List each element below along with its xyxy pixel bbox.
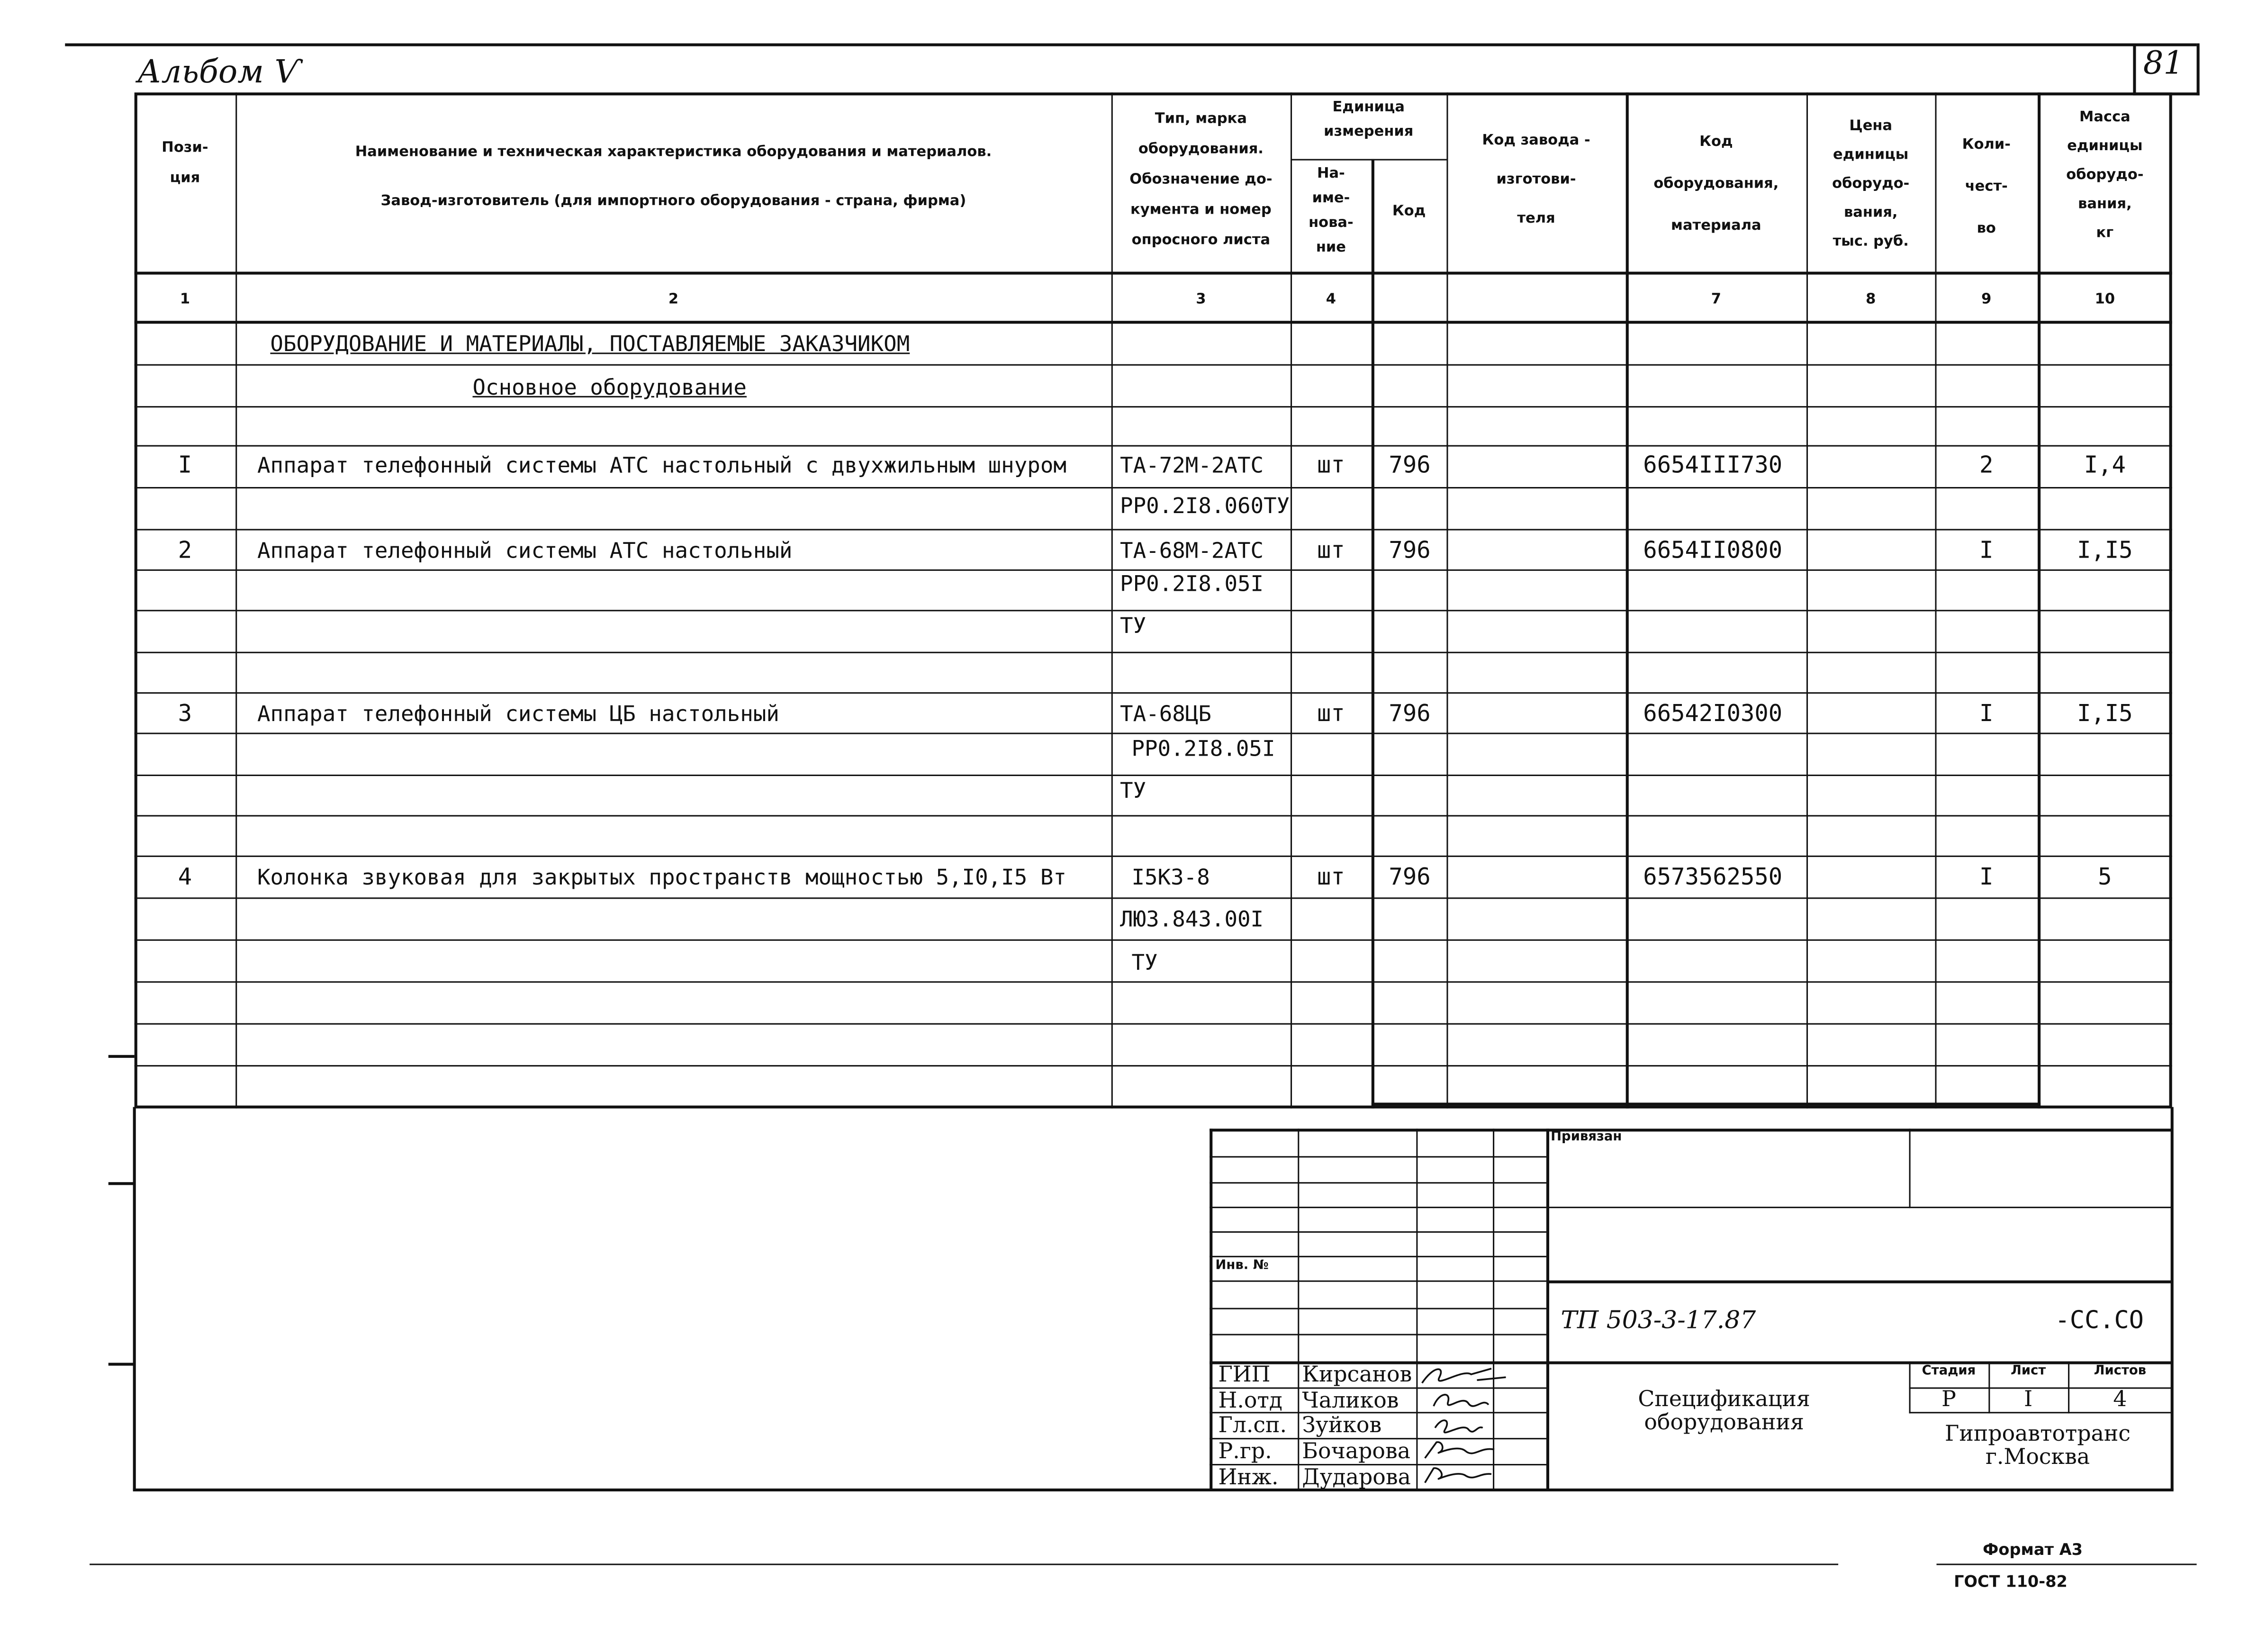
header-name-line1: Наименование и техническая характеристика оборудования и материалов. [355, 144, 992, 161]
row1-pos: I [178, 451, 192, 478]
role-inzh: Инж. [1218, 1464, 1279, 1490]
stage-value: Р [1941, 1386, 1956, 1412]
row3-unit-code: 796 [1389, 699, 1431, 727]
role-gip: ГИП [1218, 1361, 1271, 1388]
row2-type-1: ТА-68М-2АТС [1120, 537, 1264, 564]
name-rgr: Бочарова [1302, 1438, 1410, 1464]
col-num-2: 2 [668, 292, 679, 308]
role-notd: Н.отд [1218, 1387, 1282, 1414]
col-num-1: 1 [180, 292, 190, 308]
organization: Гипроавтотранс г.Москва [1945, 1420, 2131, 1470]
row1-name: Аппарат телефонный системы АТС настольный с двухжильным шнуром [257, 452, 1066, 478]
header-name-line2: Завод-изготовитель (для импортного оборудования - страна, фирма) [380, 193, 966, 210]
header-position: Пози- ция [162, 140, 208, 187]
row1-code: 6654III730 [1643, 451, 1783, 478]
sheets-label: Листов [2094, 1364, 2147, 1379]
doc-title: Спецификация оборудования [1638, 1386, 1810, 1435]
header-unit-group: Единица измерения [1324, 99, 1414, 140]
header-mass: Масса единицы оборудо- вания, кг [2066, 109, 2144, 242]
row3-name: Аппарат телефонный системы ЦБ настольный [257, 701, 779, 727]
row1-unit-code: 796 [1389, 451, 1431, 478]
sheet-number: 81 [2143, 46, 2184, 82]
row2-type-2: РР0.2I8.05I [1120, 570, 1264, 597]
row2-mass: I,I5 [2077, 536, 2133, 564]
col-num-10: 10 [2094, 292, 2115, 308]
row3-type-2: РР0.2I8.05I [1131, 735, 1275, 762]
col-num-3: 3 [1196, 292, 1206, 308]
header-plant-code: Код завода - изготови- теля [1482, 133, 1590, 227]
col-num-8: 8 [1866, 292, 1876, 308]
signature-notd [1431, 1389, 1491, 1410]
signature-inzh [1422, 1464, 1495, 1486]
inv-no-label: Инв. № [1215, 1258, 1269, 1273]
row4-unit: шт [1317, 863, 1345, 891]
signature-glsp [1431, 1413, 1486, 1435]
header-type: Тип, марка оборудования. Обозначение до- кумента и номер опросного листа [1129, 111, 1273, 249]
role-rgr: Р.гр. [1218, 1438, 1272, 1464]
header-qty: Коли- чест- во [1962, 137, 2011, 237]
format-label: Формат А3 [1983, 1540, 2083, 1560]
row3-pos: 3 [178, 699, 192, 727]
bottom-rule [90, 1564, 1838, 1565]
header-unit-code: Код [1392, 204, 1426, 220]
row3-type-3: ТУ [1120, 777, 1147, 804]
signature-rgr [1422, 1438, 1498, 1461]
privyazan-label: Привязан [1551, 1130, 1622, 1145]
gost-label: ГОСТ 110-82 [1954, 1572, 2067, 1591]
row4-type-1: I5КЗ-8 [1131, 864, 1210, 891]
row4-code: 6573562550 [1643, 863, 1783, 891]
name-gip: Кирсанов [1302, 1361, 1412, 1388]
row2-type-3: ТУ [1120, 613, 1147, 639]
signature-gip [1419, 1363, 1511, 1386]
subsection-title: Основное оборудование [472, 374, 747, 400]
col-num-9: 9 [1981, 292, 1992, 308]
row2-unit-code: 796 [1389, 536, 1431, 564]
row1-type-2: РР0.2I8.060ТУ [1120, 493, 1290, 519]
name-glsp: Зуйков [1302, 1412, 1382, 1438]
stage-label: Стадия [1922, 1364, 1976, 1379]
row4-type-3: ТУ [1131, 949, 1158, 976]
frame-right-rule [2171, 1107, 2174, 1490]
row4-mass: 5 [2098, 863, 2112, 891]
row3-type-1: ТА-68ЦБ [1120, 701, 1211, 727]
frame-bottom-rule [133, 1489, 2174, 1491]
header-unit-name: На- име- нова- ние [1309, 166, 1354, 256]
row1-type-1: ТА-72М-2АТС [1120, 452, 1264, 478]
row1-qty: 2 [1979, 451, 1994, 478]
col-num-4: 4 [1326, 292, 1336, 308]
sheets-value: 4 [2113, 1386, 2127, 1412]
frame-left-rule [133, 1107, 136, 1490]
row1-mass: I,4 [2084, 451, 2126, 478]
section-title: ОБОРУДОВАНИЕ И МАТЕРИАЛЫ, ПОСТАВЛЯЕМЫЕ ЗАКАЗЧИКОМ [270, 331, 910, 357]
doc-code-right: -СС.СО [2055, 1306, 2144, 1336]
name-inzh: Дударова [1302, 1464, 1411, 1490]
sheet-value: I [2024, 1386, 2033, 1412]
row3-code: 66542I0300 [1643, 699, 1783, 727]
role-glsp: Гл.сп. [1218, 1412, 1287, 1438]
row2-name: Аппарат телефонный системы АТС настольный [257, 537, 793, 564]
doc-code-left: ТП 503-3-17.87 [1561, 1306, 1756, 1336]
row3-qty: I [1979, 699, 1994, 727]
album-note: Альбом Ѵ [137, 54, 301, 91]
header-price: Цена единицы оборудо- вания, тыс. руб. [1832, 118, 1910, 250]
top-rule [65, 44, 2196, 46]
row2-unit: шт [1317, 536, 1345, 564]
name-notd: Чаликов [1302, 1387, 1399, 1414]
row4-type-2: ЛЮ3.843.00I [1120, 906, 1264, 932]
row2-code: 6654II0800 [1643, 536, 1783, 564]
header-equip-code: Код оборудования, материала [1653, 134, 1779, 235]
row4-unit-code: 796 [1389, 863, 1431, 891]
row3-unit: шт [1317, 699, 1345, 727]
row4-pos: 4 [178, 863, 192, 891]
row3-mass: I,I5 [2077, 699, 2133, 727]
sheet-label: Лист [2011, 1364, 2046, 1379]
row2-qty: I [1979, 536, 1994, 564]
col-num-7: 7 [1711, 292, 1721, 308]
row4-name: Колонка звуковая для закрытых пространств мощностью 5,I0,I5 Вт [257, 864, 1066, 891]
row2-pos: 2 [178, 536, 192, 564]
row4-qty: I [1979, 863, 1994, 891]
row1-unit: шт [1317, 451, 1345, 478]
